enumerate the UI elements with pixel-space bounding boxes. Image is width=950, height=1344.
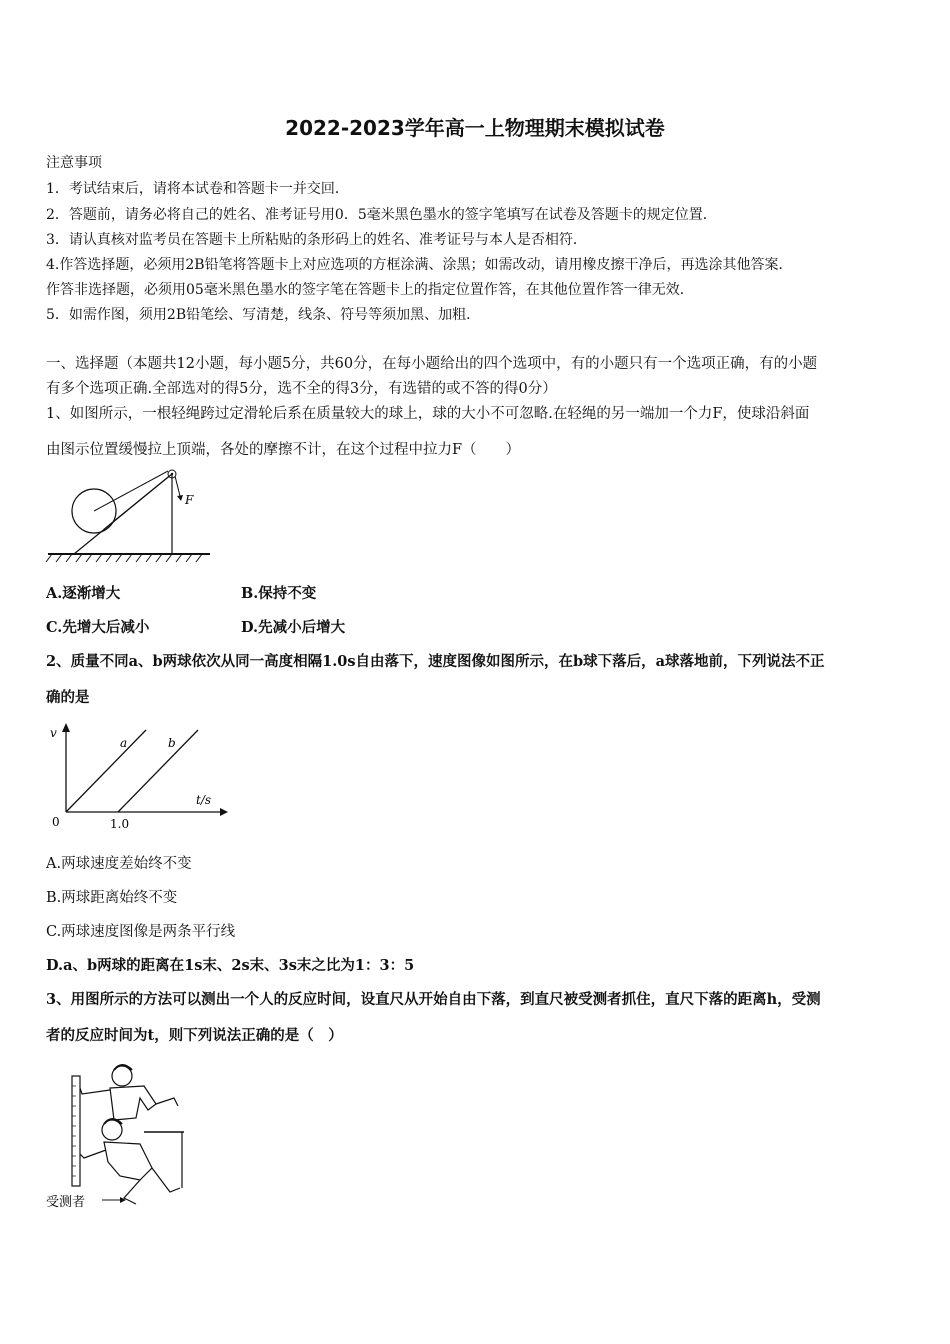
test-subject-label: 受测者 <box>46 1195 86 1210</box>
notice-item: 2．答题前，请务必将自己的姓名、准考证号用0．5毫米黑色墨水的签字笔填写在试卷及答题卡的规定位置． <box>46 207 717 223</box>
question-1-text: 由图示位置缓慢拉上顶端，各处的摩擦不计，在这个过程中拉力F（ ） <box>46 442 521 458</box>
notice-item: 1．考试结束后，请将本试卷和答题卡一并交回． <box>46 181 349 197</box>
question-3-text: 3、用图所示的方法可以测出一个人的反应时间，设直尺从开始自由下落，到直尺被受测者抓住，直尺下落的距离h，受测 <box>46 991 821 1008</box>
section-instructions: 一、选择题（本题共12小题，每小题5分，共60分，在每小题给出的四个选项中，有的小题只有一个选项正确，有的小题 <box>46 356 818 372</box>
tick-label: 1.0 <box>110 817 130 831</box>
t-axis-label: t/s <box>196 793 212 807</box>
q1-option-c[interactable]: C.先增大后减小 <box>46 619 150 636</box>
notice-heading: 注意事项 <box>46 155 102 171</box>
q1-option-a[interactable]: A.逐渐增大 <box>46 585 121 602</box>
question-3-text: 者的反应时间为t，则下列说法正确的是（ ） <box>46 1027 343 1044</box>
line-b-label: b <box>168 736 176 750</box>
question-2-velocity-graph <box>42 720 232 834</box>
q1-option-b[interactable]: B.保持不变 <box>241 585 317 602</box>
line-a-label: a <box>120 736 128 750</box>
origin-label: 0 <box>52 815 60 829</box>
page-title: 2022-2023学年高一上物理期末模拟试卷 <box>285 116 665 140</box>
notice-item: 5．如需作图，须用2B铅笔绘、写清楚，线条、符号等须加黑、加粗． <box>46 307 481 323</box>
force-label: F <box>185 493 194 507</box>
q1-option-d[interactable]: D.先减小后增大 <box>241 619 346 636</box>
question-1-figure <box>44 466 214 566</box>
notice-item: 作答非选择题，必须用05毫米黑色墨水的签字笔在答题卡上的指定位置作答，在其他位置作答一律无效． <box>46 282 694 298</box>
q2-option-a[interactable]: A.两球速度差始终不变 <box>46 856 192 872</box>
question-2-text: 2、质量不同a、b两球依次从同一高度相隔1.0s自由落下，速度图像如图所示，在b球下落后，a球落地前，下列说法不正 <box>46 653 825 670</box>
question-1-text: 1、如图所示，一根轻绳跨过定滑轮后系在质量较大的球上，球的大小不可忽略.在轻绳的另一端加一个力F，使球沿斜面 <box>46 406 810 422</box>
section-instructions: 有多个选项正确.全部选对的得5分，选不全的得3分，有选错的或不答的得0分） <box>46 381 557 397</box>
question-3-figure <box>44 1058 194 1218</box>
q2-option-d[interactable]: D.a、b两球的距离在1s末、2s末、3s末之比为1：3：5 <box>46 957 415 974</box>
v-axis-label: v <box>50 726 57 740</box>
q2-option-b[interactable]: B.两球距离始终不变 <box>46 890 178 906</box>
q2-option-c[interactable]: C.两球速度图像是两条平行线 <box>46 924 236 940</box>
notice-item: 4.作答选择题，必须用2B铅笔将答题卡上对应选项的方框涂满、涂黑；如需改动，请用橡皮擦干净后，再选涂其他答案． <box>46 257 793 273</box>
question-2-text: 确的是 <box>46 689 90 706</box>
notice-item: 3．请认真核对监考员在答题卡上所粘贴的条形码上的姓名、准考证号与本人是否相符． <box>46 232 587 248</box>
